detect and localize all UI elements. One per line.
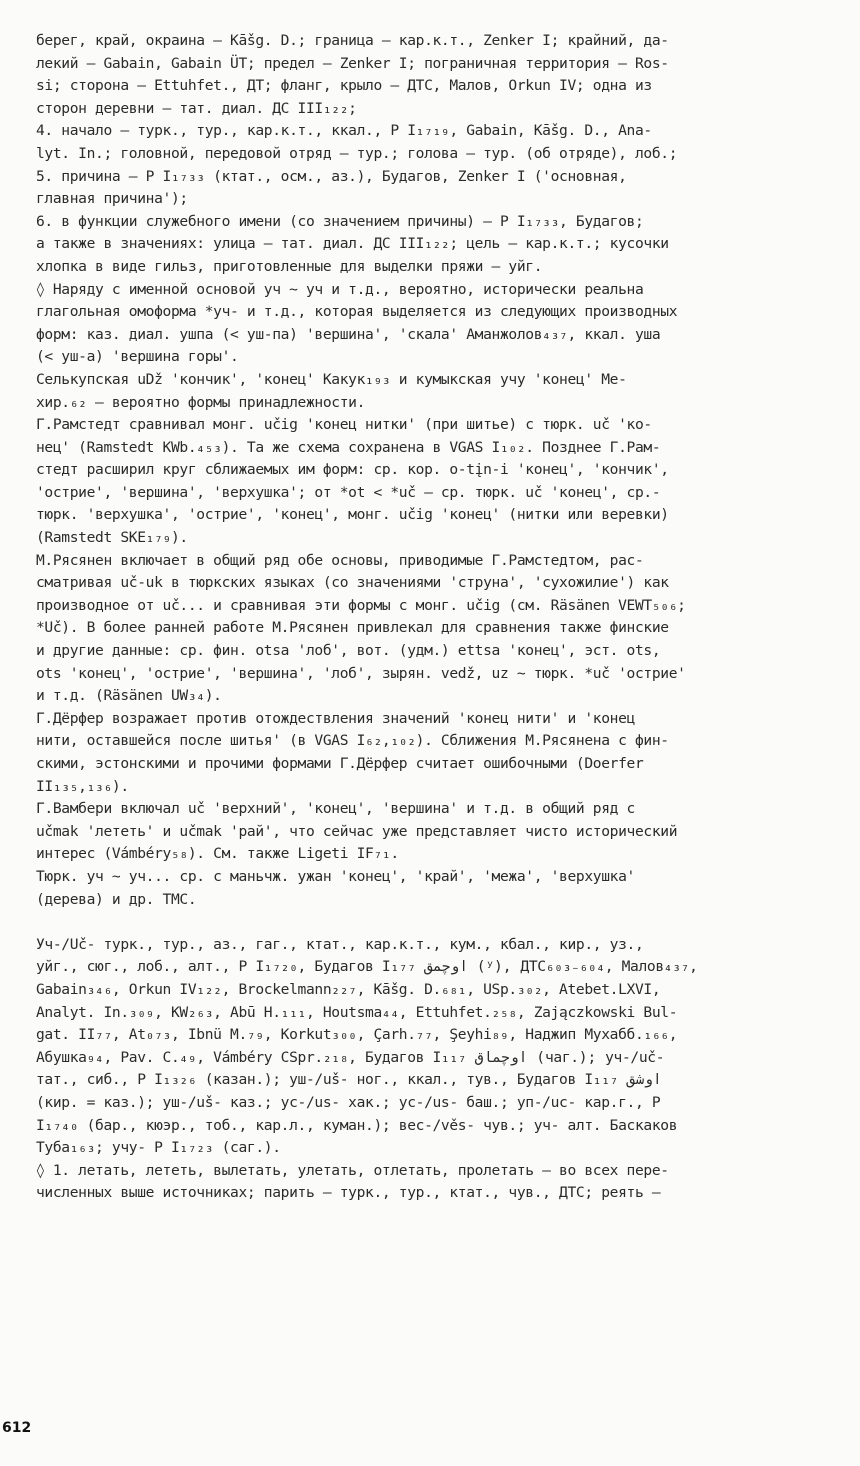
text-line: (Ramstedt SKE₁₇₉).	[36, 529, 188, 547]
text-line: si; сторона – Ettuhfet., ДТ; фланг, крыло – ДТС, Малов, Orkun IV; одна из	[36, 77, 652, 95]
article-uch-verb	[36, 934, 832, 1205]
text-line: 5. причина – Р I₁₇₃₃ (ктат., осм., аз.), Будагов, Zenker I ('основная,	[36, 167, 627, 185]
text-line: уйг., сюг., лоб., алт., Р I₁₇₂₀, Будагов I₁₇₇ اوچمق (ʸ), ДТС₆₀₃₋₆₀₄, Малов₄₃₇,	[36, 958, 698, 976]
text-line: Г.Рамстедт сравнивал монг. učig 'конец нитки' (при шитье) с тюрк. uč 'ко-	[36, 416, 652, 434]
article-separator	[36, 911, 832, 934]
text-line: *Uč). В более ранней работе М.Рясянен привлекал для сравнения также финские	[36, 619, 669, 637]
text-line: Gabain₃₄₆, Orkun IV₁₂₂, Brockelmann₂₂₇, Kāšg. D.₆₈₁, USp.₃₀₂, Atebet.LXVI,	[36, 980, 661, 998]
text-line: производное от uč... и сравнивая эти формы с монг. učig (см. Räsänen VEWT₅₀₆;	[36, 596, 686, 614]
article-continuation	[36, 30, 832, 911]
text-line: ots 'конец', 'острие', 'вершина', 'лоб', зырян. vedž, uz ~ тюрк. *uč 'острие'	[36, 664, 686, 682]
text-line: II₁₃₅,₁₃₆).	[36, 777, 129, 795]
text-line: главная причина');	[36, 190, 188, 208]
text-line: 'острие', 'вершина', 'верхушка'; от *ot < *uč – ср. тюрк. uč 'конец', ср.-	[36, 483, 661, 501]
text-line: Г.Дёрфер возражает против отождествления значений 'конец нити' и 'конец	[36, 709, 635, 727]
text-line: глагольная омоформа *уч- и т.д., которая выделяется из следующих производных	[36, 303, 678, 321]
text-line: I₁₇₄₀ (бар., кюэр., тоб., кар.л., куман.); вес-/věs- чув.; уч- алт. Баскаков	[36, 1116, 678, 1134]
text-line: нец' (Ramstedt KWb.₄₅₃). Та же схема сохранена в VGAS I₁₀₂. Позднее Г.Рам-	[36, 438, 661, 456]
text-line: Г.Вамбери включал uč 'верхний', 'конец', 'вершина' и т.д. в общий ряд с	[36, 800, 635, 818]
text-line: 4. начало – турк., тур., кар.к.т., ккал., Р I₁₇₁₉, Gabain, Kāšg. D., Ana-	[36, 122, 652, 140]
text-line: Analyt. In.₃₀₉, KW₂₆₃, Abū H.₁₁₁, Houtsma₄₄, Ettuhfet.₂₅₈, Zajączkowski Bul-	[36, 1003, 678, 1021]
text-line: тюрк. 'верхушка', 'острие', 'конец', монг. učig 'конец' (нитки или веревки)	[36, 506, 669, 524]
text-line: скими, эстонскими и прочими формами Г.Дёрфер считает ошибочными (Doerfer	[36, 755, 644, 772]
text-line: Абушка₉₄, Pav. C.₄₉, Vámbéry CSpr.₂₁₈, Будагов I₁₁₇ اوچماق (чаг.); уч-/uč-	[36, 1048, 665, 1066]
text-line: а также в значениях: улица – тат. диал. ДС III₁₂₂; цель – кар.к.т.; кусочки	[36, 235, 669, 253]
text-line: Туба₁₆₃; учу- Р I₁₇₂₃ (саг.).	[36, 1139, 281, 1157]
text-line: ◊ Наряду с именной основой уч ~ уч и т.д., вероятно, исторически реальна	[36, 280, 644, 298]
text-line: lyt. In.; головной, передовой отряд – тур.; голова – тур. (об отряде), лоб.;	[36, 144, 678, 162]
text-line: хлопка в виде гильз, приготовленные для выделки пряжи – уйг.	[36, 257, 543, 275]
text-line: и другие данные: ср. фин. otsa 'лоб', вот. (удм.) ettsa 'конец', эст. ots,	[36, 642, 661, 660]
text-line: (дерева) и др. ТМС.	[36, 890, 197, 908]
text-line: численных выше источниках; парить – турк., тур., ктат., чув., ДТС; реять –	[36, 1184, 661, 1202]
text-line: стедт расширил круг сближаемых им форм: ср. кор. o-tįn-i 'конец', 'кончик',	[36, 461, 669, 479]
text-line: нити, оставшейся после шитья' (в VGAS I₆₂,₁₀₂). Сближения М.Рясянена с фин-	[36, 732, 669, 750]
text-line: лекий – Gabain, Gabain ÜT; предел – Zenker I; пограничная территория – Ros-	[36, 54, 669, 72]
page-number: 612	[2, 1420, 32, 1436]
text-line: форм: каз. диал. ушпа (< уш-па) 'вершина', 'скала' Аманжолов₄₃₇, ккал. уша	[36, 325, 661, 343]
text-line: Тюрк. уч ~ уч... ср. с маньчж. ужан 'конец', 'край', 'межа', 'верхушка'	[36, 867, 635, 885]
text-line: 6. в функции служебного имени (со значением причины) – Р I₁₇₃₃, Будагов;	[36, 212, 644, 230]
text-line: učmak 'лететь' и učmak 'рай', что сейчас уже представляет чисто исторический	[36, 822, 678, 840]
text-line: ◊ 1. летать, лететь, вылетать, улетать, отлетать, пролетать – во всех пере-	[36, 1161, 669, 1179]
text-line: Уч-/Uč- турк., тур., аз., гаг., ктат., кар.к.т., кум., кбал., кир., уз.,	[36, 935, 644, 953]
text-line: сматривая uč-uk в тюркских языках (со значениями 'струна', 'сухожилие') как	[36, 574, 669, 592]
text-line: берег, край, окраина – Kāšg. D.; граница – кар.к.т., Zenker I; крайний, да-	[36, 32, 669, 49]
text-line: (< уш-а) 'вершина горы'.	[36, 348, 239, 366]
text-line: gat. II₇₇, At₀₇₃, Ibnü M.₇₉, Korkut₃₀₀, Çarh.₇₇, Şeyhi₈₉, Наджип Мухабб.₁₆₆,	[36, 1026, 678, 1044]
text-line: интерес (Vámbéry₅₈). См. также Ligeti IF₇₁.	[36, 845, 399, 863]
text-line: М.Рясянен включает в общий ряд обе основы, приводимые Г.Рамстедтом, рас-	[36, 551, 644, 569]
text-line: хир.₆₂ – вероятно формы принадлежности.	[36, 393, 366, 411]
article-text	[36, 30, 832, 1205]
text-line: (кир. = каз.); уш-/uš- каз.; ус-/us- хак.; ус-/us- баш.; уп-/uc- кар.г., Р	[36, 1093, 661, 1111]
text-line: сторон деревни – тат. диал. ДС III₁₂₂;	[36, 99, 357, 117]
text-line: тат., сиб., Р I₁₃₂₆ (казан.); уш-/uš- ног., ккал., тув., Будагов I₁₁₇ اوشق	[36, 1071, 662, 1089]
text-line: Селькупская uDž 'кончик', 'конец' Какук₁₉₃ и кумыкская учу 'конец' Ме-	[36, 370, 627, 388]
text-line: и т.д. (Räsänen UW₃₄).	[36, 687, 222, 705]
